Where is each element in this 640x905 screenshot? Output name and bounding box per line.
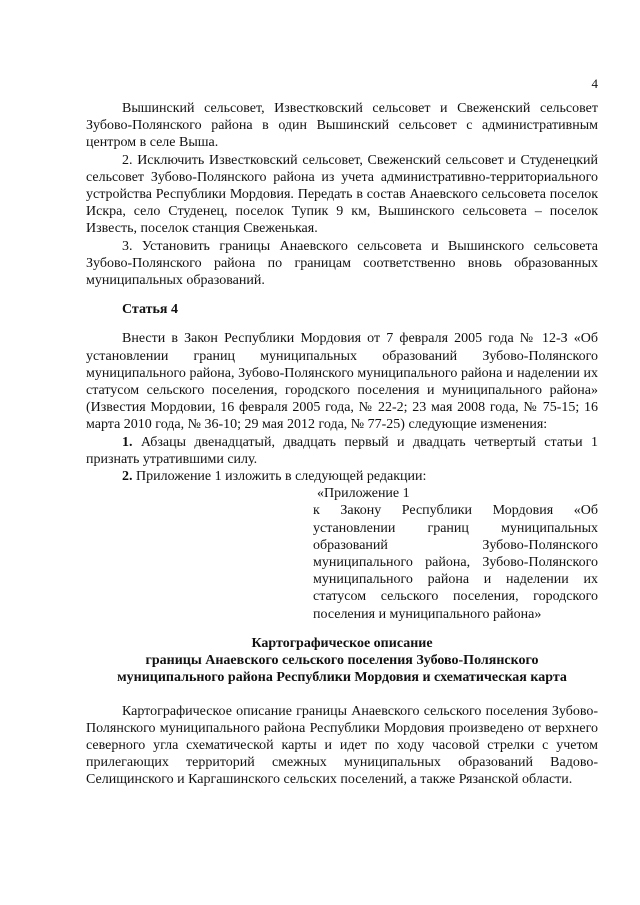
section-heading	[86, 635, 598, 687]
document-body	[86, 100, 598, 789]
change-item-1-number: 1.	[122, 434, 133, 450]
change-item-1	[86, 434, 598, 468]
article-intro: Внести в Закон Республики Мордовия от 7 февраля 2005 года № 12-З «Об установлении границ муниципальных образований Зубово-Полянского муниципального района, Зубово-Полянского муниципального района и наделении их статусом сельского поселения, городского поселения и муниципального района» (Известия Мордовии, 16 февраля 2005 года, № 22-2; 23 мая 2008 года, № 75-15; 16 марта 2010 года, № 36-10; 29 мая 2012 года, № 77-25) следующие изменения:	[86, 331, 598, 433]
change-item-2	[86, 468, 598, 485]
boundary-description: Картографическое описание границы Анаевского сельского поселения Зубово-Полянского муниципального района Республики Мордовия произведено от верхнего северного угла схематической карты и идет по ходу часовой стрелки с учетом прилегающих территорий смежных муниципальных образований Вадово-Селищинского и Каргашинского сельских поселений, а также Рязанской области.	[86, 703, 598, 788]
page-number: 4	[591, 76, 598, 91]
appendix-text: к Закону Республики Мордовия «Об установлении границ муниципальных образований Зубово-Полянского муниципального района, Зубово-Полянского муниципального района и наделении их статусом сельского поселения, городского поселения и муниципального района»	[313, 503, 598, 622]
section-heading-line-2: границы Анаевского сельского поселения Зубово-Полянского	[145, 653, 539, 669]
section-heading-line-3: муниципального района Республики Мордовия и схематическая карта	[117, 670, 567, 686]
paragraph-item-2: 2. Исключить Известковский сельсовет, Свеженский сельсовет и Студенецкий сельсовет Зубово-Полянского района из учета административно-территориального устройства Республики Мордовия. Передать в состав Анаевского сельсовета поселок Искра, село Студенец, поселок Тупик 9 км, Вышинского сельсовета – поселок Известь, поселок станция Свеженькая.	[86, 152, 598, 237]
appendix-title: «Приложение 1	[317, 486, 410, 502]
change-item-2-text: Приложение 1 изложить в следующей редакции:	[132, 469, 427, 485]
change-item-2-number: 2.	[122, 469, 133, 485]
appendix-reference	[313, 485, 598, 623]
paragraph-continuation: Вышинский сельсовет, Известковский сельсовет и Свеженский сельсовет Зубово-Полянского района в один Вышинский сельсовет с административным центром в селе Выша.	[86, 101, 598, 151]
section-heading-line-1: Картографическое описание	[251, 635, 433, 651]
paragraph-item-3: 3. Установить границы Анаевского сельсовета и Вышинского сельсовета Зубово-Полянского района по границам соответственно вновь образованных муниципальных образований.	[86, 238, 598, 289]
change-item-1-text: Абзацы двенадцатый, двадцать первый и двадцать четвертый статьи 1 признать утратившими силу.	[86, 434, 598, 467]
article-title: Статья 4	[122, 302, 178, 318]
